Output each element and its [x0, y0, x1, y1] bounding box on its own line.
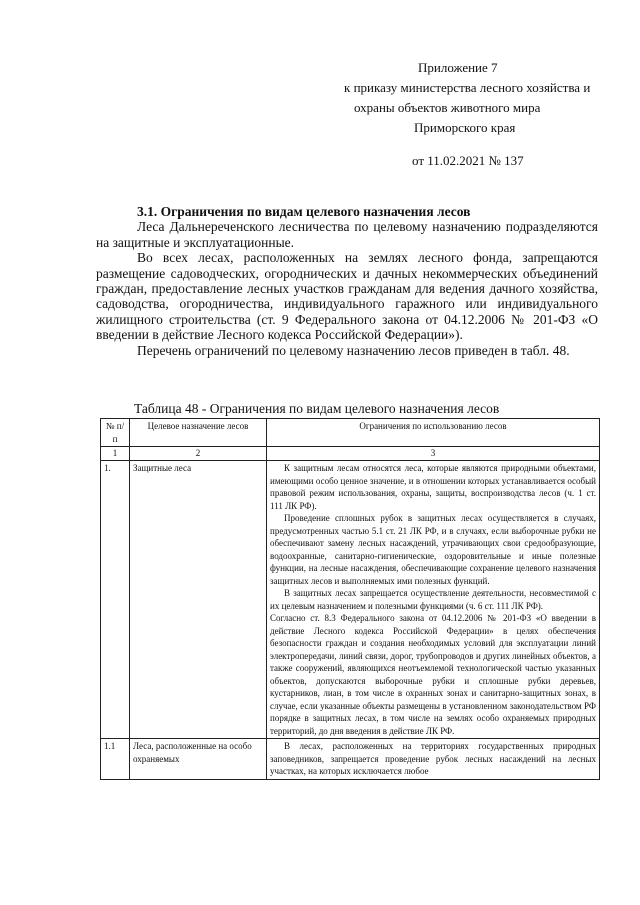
document-header: [330, 58, 610, 171]
section-heading: 3.1. Ограничения по видам целевого назначения лесов: [137, 204, 471, 219]
order-line-2: охраны объектов животного мира: [354, 100, 541, 115]
row-number: 1.1: [101, 739, 130, 780]
table-header-row: [101, 419, 600, 447]
header-purpose: Целевое назначение лесов: [130, 419, 267, 447]
row-purpose: Защитные леса: [130, 461, 267, 739]
header-restrictions: Ограничения по использованию лесов: [267, 419, 600, 447]
col-number-2: 2: [130, 447, 267, 461]
column-number-row: [101, 447, 600, 461]
restrictions-table: [100, 418, 600, 780]
order-line-3: Приморского края: [414, 120, 516, 135]
paragraph-2: Во всех лесах, расположенных на землях лесного фонда, запрещаются размещение садоводческих, огороднических и дачных некоммерческих объединений граждан, предоставление лесных участков гражданам для ведения дачного хозяйства, садоводства, огородничества, индивидуального гаражного или индивидуального жилищного строительства (ст. 9 Федерального закона от 04.12.2006 № 201-ФЗ «О введении в действие Лесного кодекса Российской Федерации»).: [96, 250, 598, 343]
order-date-number: от 11.02.2021 № 137: [412, 153, 524, 168]
restriction-paragraph: В лесах, расположенных на территориях государственных природных заповедников, запрещается проведение рубок лесных насаждений на лесных участках, на которых исключается любое: [270, 741, 596, 776]
table-caption: Таблица 48 - Ограничения по видам целевого назначения лесов: [134, 401, 500, 416]
table-row: [101, 461, 600, 739]
restriction-paragraph: В защитных лесах запрещается осуществление деятельности, несовместимой с их целевым назначением и полезными функциями (ч. 6 ст. 111 ЛК РФ).: [270, 588, 596, 611]
appendix-label: Приложение 7: [418, 60, 498, 75]
row-restrictions: [267, 739, 600, 780]
restriction-paragraph: Согласно ст. 8.3 Федерального закона от 04.12.2006 № 201-ФЗ «О введении в действие Лесного кодекса Российской Федерации» в целях обеспечения безопасности граждан и создания необходимых условий для эксплуатации линий электропередачи, линий связи, дорог, трубопроводов и других линейных объектов, а также сооружений, являющихся неотъемлемой технологической частью указанных объектов, допускаются выборочные рубки и сплошные рубки деревьев, кустарников, лиан, в том числе в охранных зонах и санитарно-защитных зонах, в случае, если указанные объекты размещены в установленном законодательством РФ порядке в защитных лесах, в том числе на землях особо охраняемых природных территорий, до дня введения в действие ЛК РФ.: [270, 613, 596, 736]
row-purpose: Леса, расположенные на особо охраняемых: [130, 739, 267, 780]
paragraph-1: Леса Дальнереченского лесничества по целевому назначению подразделяются на защитные и эксплуатационные.: [96, 219, 598, 250]
header-number: № п/п: [101, 419, 130, 447]
row-restrictions: [267, 461, 600, 739]
row-number: 1.: [101, 461, 130, 739]
order-line-1: к приказу министерства лесного хозяйства и: [344, 80, 591, 95]
col-number-3: 3: [267, 447, 600, 461]
restriction-paragraph: Проведение сплошных рубок в защитных лесах осуществляется в случаях, предусмотренных частью 5.1 ст. 21 ЛК РФ, и в случаях, если выборочные рубки не обеспечивают замену лесных насаждений, утрачивающих свои средообразующие, водоохранные, санитарно-гигиенические, оздоровительные и иные полезные функции, на лесные насаждения, обеспечивающие сохранение целевого назначения защитных лесов и выполняемых ими полезных функций.: [270, 513, 596, 586]
paragraph-3: Перечень ограничений по целевому назначению лесов приведен в табл. 48.: [137, 342, 570, 358]
table-row: [101, 739, 600, 780]
section-body: [96, 204, 598, 358]
restriction-paragraph: К защитным лесам относятся леса, которые являются природными объектами, имеющими особо ценное значение, и в отношении которых устанавливается особый правовой режим использования, охраны, защиты, воспроизводства лесов (ч. 1 ст. 111 ЛК РФ).: [270, 463, 596, 511]
col-number-1: 1: [101, 447, 130, 461]
